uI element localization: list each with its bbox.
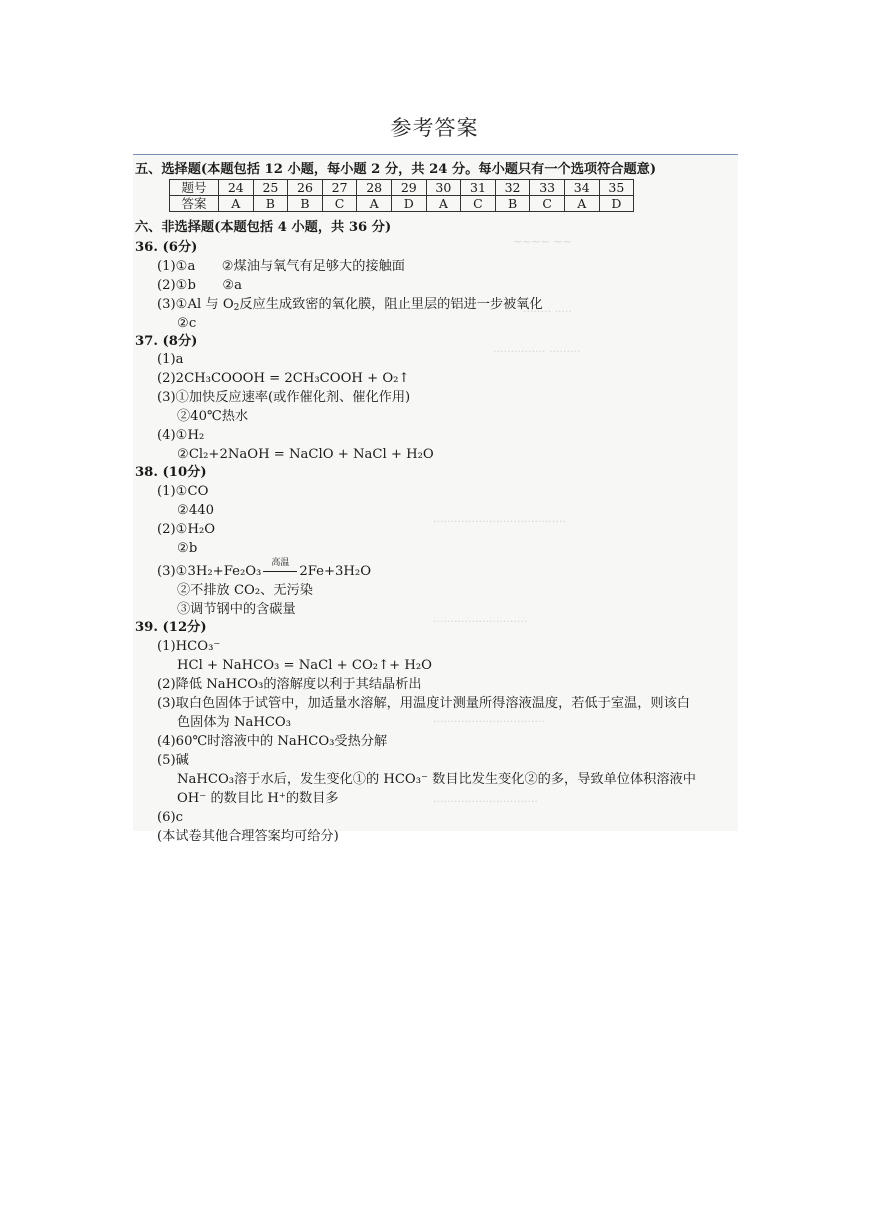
q37-line: (3)①加快反应速率(或作催化剂、催化作用): [157, 390, 411, 405]
answer-cell: A: [564, 196, 599, 212]
q38-line: (2)①H₂O: [157, 522, 216, 537]
question-number: 25: [253, 180, 288, 196]
q37-line: (1)a: [157, 352, 184, 367]
bleed-through-marks: ······························: [433, 795, 538, 808]
bleed-through-marks: ······································: [433, 515, 566, 528]
row-label-answer: 答案: [170, 196, 219, 212]
q38-line: ②b: [177, 541, 198, 556]
q38-line: (3)①3H₂+Fe₂O₃ 高温 2Fe+3H₂O: [157, 558, 372, 579]
q39-heading: 39. (12分): [135, 620, 207, 635]
bleed-through-marks: ~~~~ ~~: [513, 235, 572, 248]
question-number: 30: [426, 180, 461, 196]
q37-heading: 37. (8分): [135, 334, 198, 349]
question-number: 24: [219, 180, 254, 196]
answer-scan: [133, 154, 738, 844]
q37-line: (4)①H₂: [157, 428, 205, 443]
q38-line: ②440: [177, 503, 214, 518]
question-number: 26: [288, 180, 323, 196]
question-number: 35: [599, 180, 634, 196]
q38-line: ②不排放 CO₂、无污染: [177, 583, 313, 598]
section6-heading: 六、非选择题(本题包括 4 小题，共 36 分): [135, 220, 392, 235]
q38-heading: 38. (10分): [135, 465, 207, 480]
question-number: 28: [357, 180, 392, 196]
question-number: 31: [461, 180, 496, 196]
question-number: 34: [564, 180, 599, 196]
bleed-through-marks: ································: [433, 715, 545, 728]
reaction-arrow: 高温: [261, 563, 299, 581]
bleed-through-marks: ···························: [433, 615, 528, 628]
page-title: 参考答案: [390, 116, 479, 140]
q39-line: OH⁻ 的数目比 H⁺的数目多: [177, 791, 339, 806]
q36-line: (3)①Al 与 $O_2$反应生成致密的氧化膜，阻止里层的铝进一步被氧化: [157, 297, 543, 313]
q39-line: (5)碱: [157, 753, 189, 768]
answer-cell: C: [322, 196, 357, 212]
answer-cell: A: [219, 196, 254, 212]
q37-line: (2)2CH₃COOOH = 2CH₃COOH + O₂↑: [157, 371, 410, 386]
q39-line: (2)降低 NaHCO₃的溶解度以利于其结晶析出: [157, 677, 422, 692]
q37-line: ②40℃热水: [177, 409, 249, 424]
question-number: 27: [322, 180, 357, 196]
answer-table: [169, 179, 634, 212]
q39-line: (1)HCO₃⁻: [157, 639, 221, 654]
q38-line: (1)①CO: [157, 484, 209, 499]
question-number: 29: [391, 180, 426, 196]
q39-line: (3)取白色固体于试管中，加适量水溶解，用温度计测量所得溶液温度，若低于室温，则该白: [157, 696, 690, 711]
answer-cell: B: [288, 196, 323, 212]
answer-cell: C: [530, 196, 565, 212]
q36-line: (2)①b ②a: [157, 278, 243, 293]
q38-line: ③调节钢中的含碳量: [177, 602, 296, 617]
bleed-through-marks: ··············· ·········: [493, 345, 581, 358]
q39-line: HCl + NaHCO₃ = NaCl + CO₂↑+ H₂O: [177, 658, 432, 673]
q39-line: 色固体为 NaHCO₃: [177, 715, 292, 730]
section5-heading: 五、选择题(本题包括 12 小题，每小题 2 分，共 24 分。每小题只有一个选项符合题意): [135, 162, 657, 177]
answer-cell: D: [391, 196, 426, 212]
q39-line: (6)c: [157, 810, 184, 825]
q36-line: ②c: [177, 316, 197, 331]
footnote: (本试卷其他合理答案均可给分): [157, 829, 339, 844]
answer-cell: A: [357, 196, 392, 212]
answer-cell: B: [495, 196, 530, 212]
q36-line: (1)①a ②煤油与氧气有足够大的接触面: [157, 259, 405, 274]
table-row-numbers: [170, 180, 634, 196]
q37-line: ②Cl₂+2NaOH = NaClO + NaCl + H₂O: [177, 447, 434, 462]
question-number: 32: [495, 180, 530, 196]
answer-cell: A: [426, 196, 461, 212]
q39-line: (4)60℃时溶液中的 NaHCO₃受热分解: [157, 734, 388, 749]
answer-cell: B: [253, 196, 288, 212]
table-row-answers: [170, 196, 634, 212]
question-number: 33: [530, 180, 565, 196]
bleed-through-marks: ········ ·····: [523, 305, 572, 318]
q39-line: NaHCO₃溶于水后，发生变化①的 HCO₃⁻ 数目比发生变化②的多，导致单位体积溶液中: [177, 772, 696, 787]
row-label-question: 题号: [170, 180, 219, 196]
q36-heading: 36. (6分): [135, 240, 198, 255]
answer-cell: D: [599, 196, 634, 212]
answer-cell: C: [461, 196, 496, 212]
